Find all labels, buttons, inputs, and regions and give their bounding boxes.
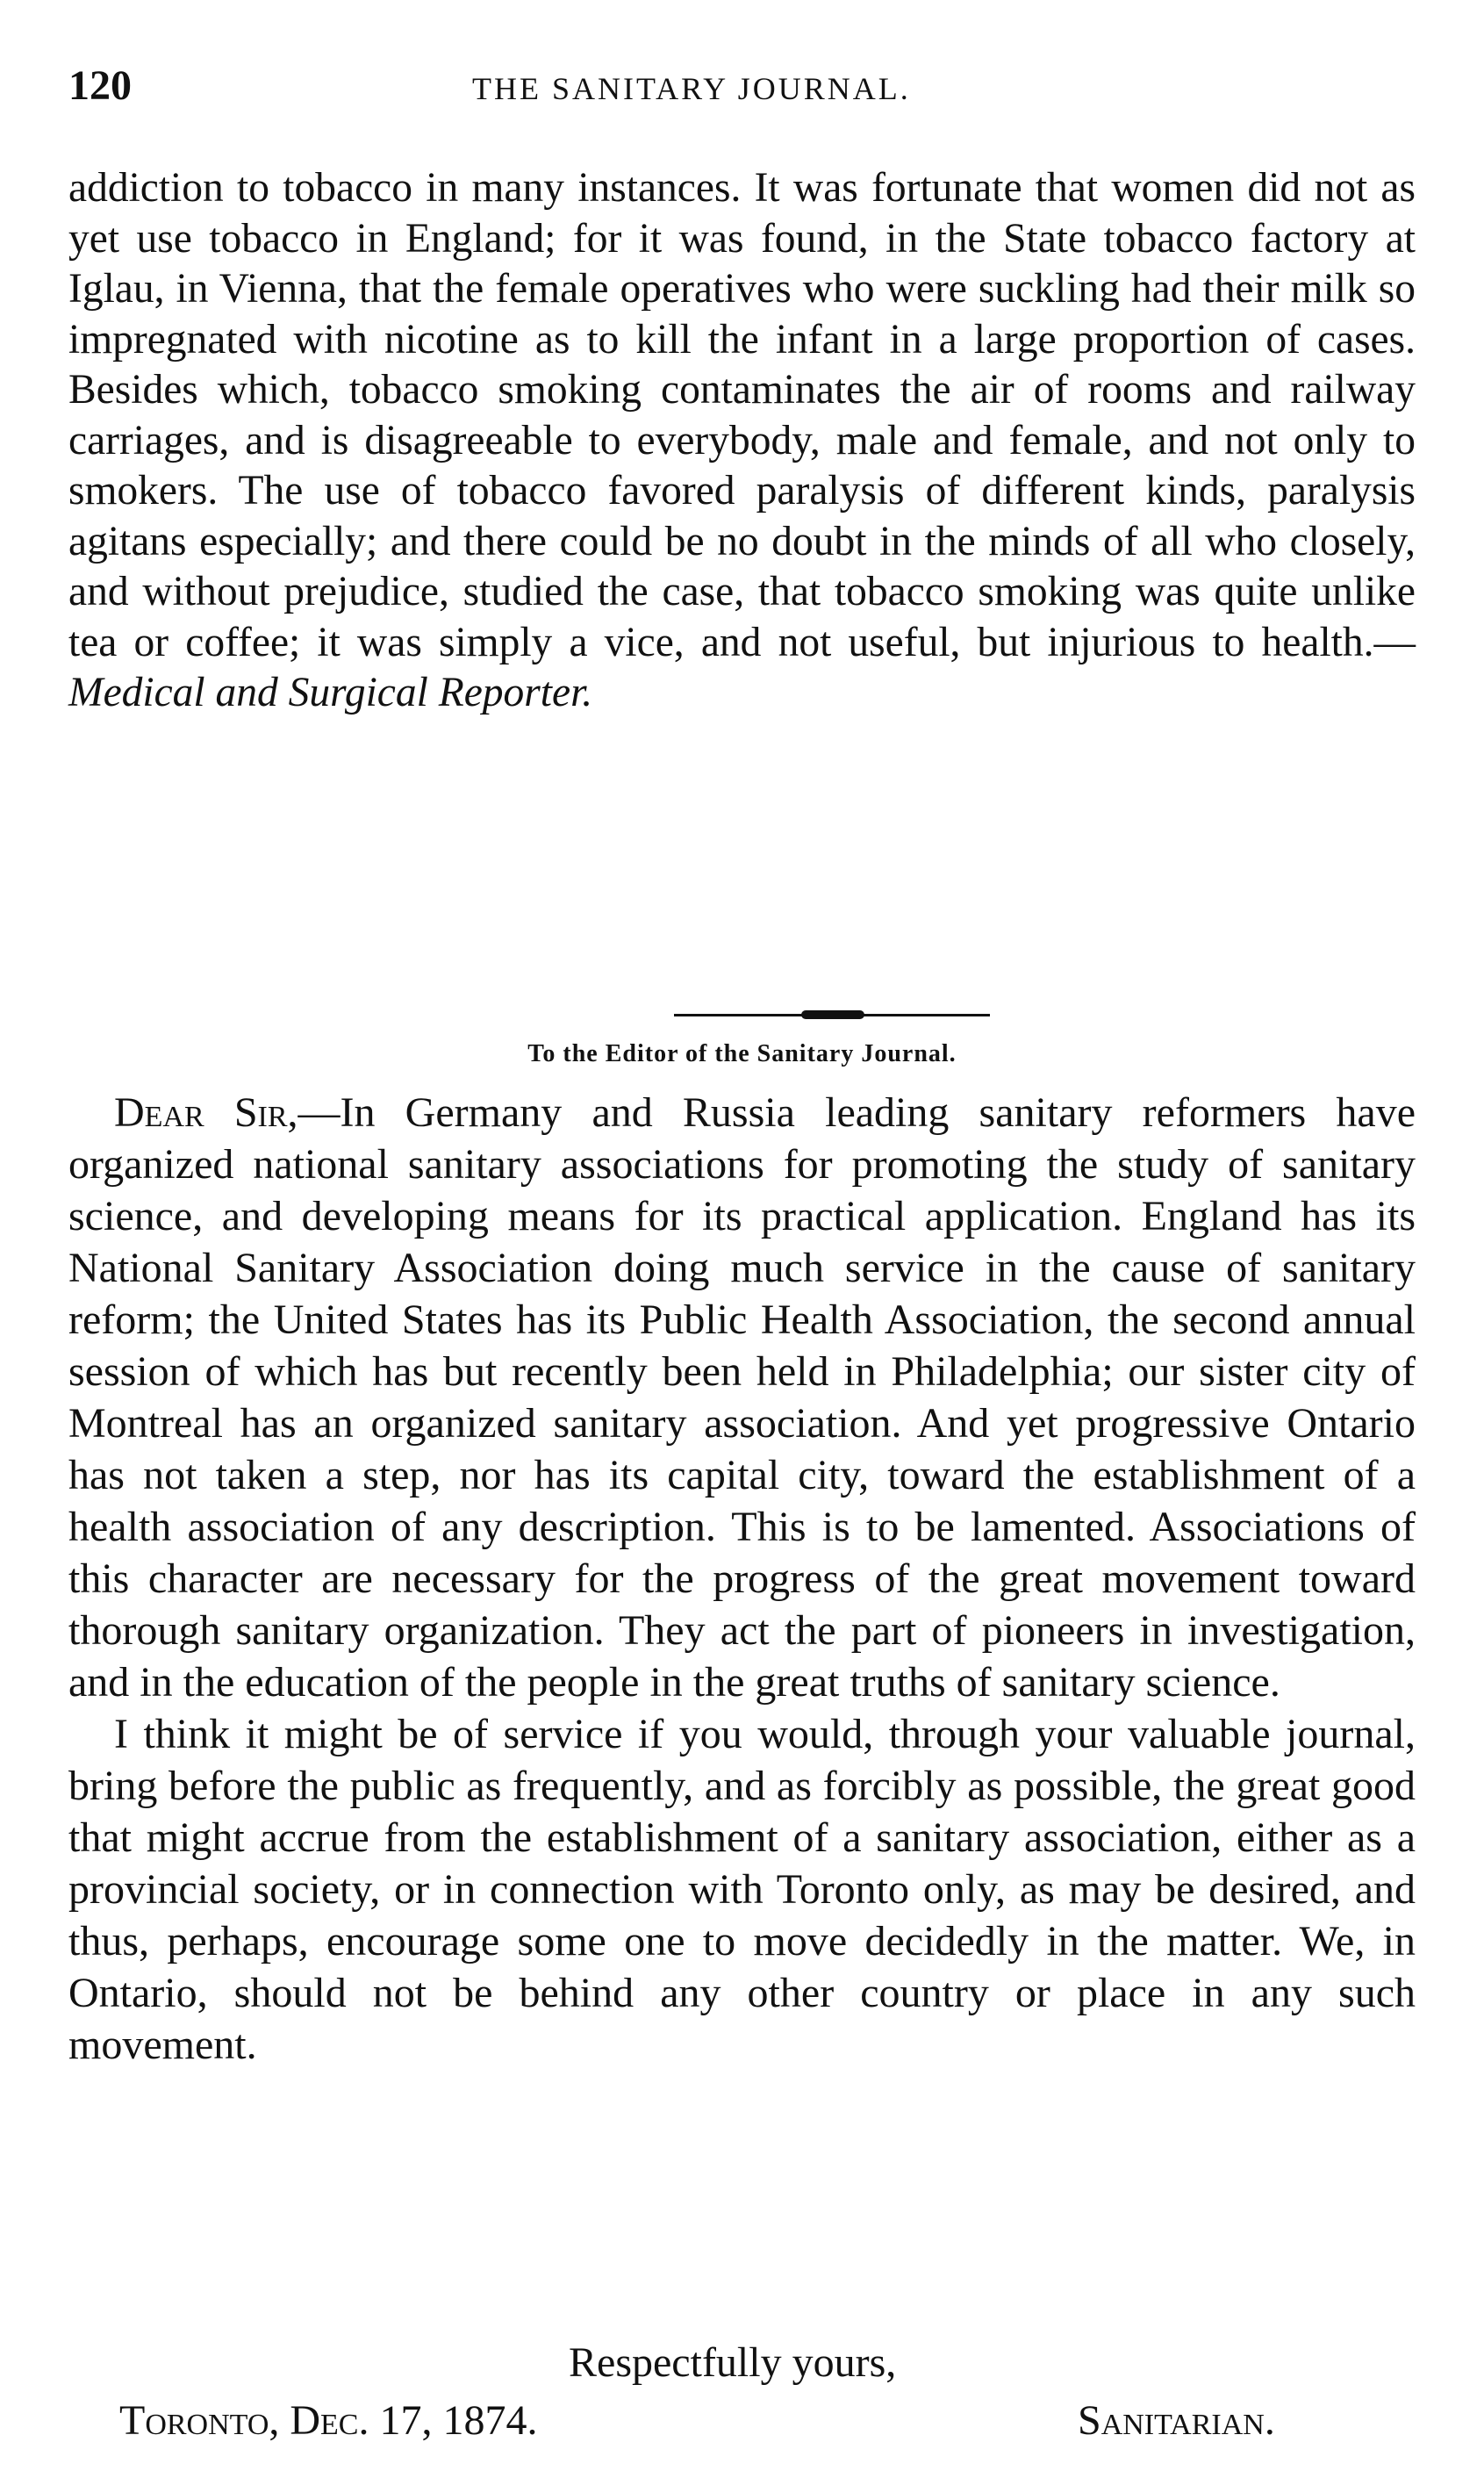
- article-source: Medical and Surgical Reporter.: [68, 670, 593, 715]
- letter-address: To the Editor of the Sanitary Journal.: [527, 1040, 957, 1067]
- journal-page: [68, 61, 1416, 2444]
- page-number: 120: [68, 62, 132, 109]
- letter-salutation: Dear Sir,: [114, 1089, 298, 1136]
- letter-body: [68, 1087, 1416, 2071]
- letter-signature: Sanitarian.: [1078, 2397, 1275, 2444]
- section-divider-ornament: [801, 1010, 864, 1019]
- article-continuation: [68, 163, 1416, 719]
- letter-closing: Respectfully yours,: [569, 2339, 897, 2386]
- letter-place-date: Toronto, Dec. 17, 1874.: [119, 2397, 538, 2444]
- letter-paragraph-1: [68, 1087, 1416, 1708]
- article-body-text: addiction to tobacco in many instances. It was fortunate that women did not as yet use tobacco in England; for it was found, in the State tobacco factory at Iglau, in Vienna, that the female operatives who were suckling had their milk so impregnated with nicotine as to kill the infant in a large proportion of cases. Besides which, tobacco smoking contaminates the air of rooms and railway carriages, and is disagreeable to everybody, male and female, and not only to smokers. The use of tobacco favored paralysis of different kinds, paralysis agitans especially; and there could be no doubt in the minds of all who closely, and without prejudice, studied the case, that tobacco smoking was quite unlike tea or coffee; it was simply a vice, and not useful, but injurious to health.—: [68, 165, 1416, 665]
- journal-title: THE SANITARY JOURNAL.: [472, 71, 911, 106]
- letter-paragraph-1-text: —In Germany and Russia leading sanitary reformers have organized national sanitary associations for promoting the study of sanitary science, and developing means for its practical application. England has its National Sanitary Association doing much service in the cause of sanitary reform; the United States has its Public Health Association, the second annual session of which has but recently been held in Philadelphia; our sister city of Montreal has an organized sanitary association. And yet progressive Ontario has not taken a step, nor has its capital city, toward the establishment of a health association of any description. This is to be lamented. Associations of this character are necessary for the progress of the great movement toward thorough sanitary organization. They act the part of pioneers in investigation, and in the education of the people in the great truths of sanitary science.: [68, 1089, 1416, 1706]
- running-head: [68, 61, 1416, 132]
- letter-paragraph-2: I think it might be of service if you would, through your valuable journal, bring before the public as frequently, and as forcibly as possible, the great good that might accrue from the establishment of a sanitary association, either as a provincial society, or in connection with Toronto only, as may be desired, and thus, perhaps, encourage some one to move decidedly in the matter. We, in Ontario, should not be behind any other country or place in any such movement.: [68, 1711, 1416, 2068]
